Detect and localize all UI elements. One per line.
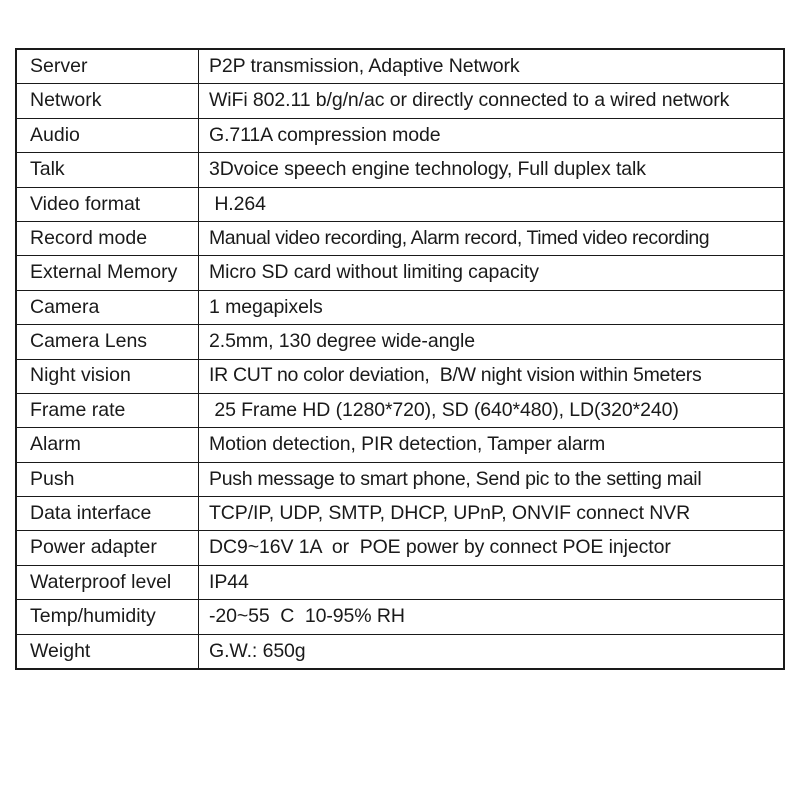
spec-label: Server — [16, 49, 199, 84]
spec-label: Frame rate — [16, 393, 199, 427]
table-row — [16, 531, 784, 565]
spec-value: -20~55 C 10-95% RH — [199, 600, 785, 634]
table-row — [16, 634, 784, 669]
spec-value: 2.5mm, 130 degree wide-angle — [199, 325, 785, 359]
spec-label: External Memory — [16, 256, 199, 290]
spec-label: Night vision — [16, 359, 199, 393]
table-row — [16, 153, 784, 187]
spec-label: Audio — [16, 118, 199, 152]
table-row — [16, 221, 784, 255]
spec-label: Record mode — [16, 221, 199, 255]
spec-value: 1 megapixels — [199, 290, 785, 324]
spec-value: Push message to smart phone, Send pic to the setting mail — [199, 462, 785, 496]
table-row — [16, 497, 784, 531]
table-row — [16, 565, 784, 599]
spec-value: Motion detection, PIR detection, Tamper alarm — [199, 428, 785, 462]
spec-value: IP44 — [199, 565, 785, 599]
spec-label: Data interface — [16, 497, 199, 531]
spec-value: Manual video recording, Alarm record, Timed video recording — [199, 221, 785, 255]
spec-label: Camera Lens — [16, 325, 199, 359]
spec-value: 3Dvoice speech engine technology, Full duplex talk — [199, 153, 785, 187]
table-row — [16, 428, 784, 462]
spec-value: P2P transmission, Adaptive Network — [199, 49, 785, 84]
spec-label: Temp/humidity — [16, 600, 199, 634]
table-row — [16, 290, 784, 324]
spec-label: Power adapter — [16, 531, 199, 565]
table-row — [16, 256, 784, 290]
table-row — [16, 393, 784, 427]
spec-table — [15, 48, 785, 670]
spec-label: Talk — [16, 153, 199, 187]
spec-label: Push — [16, 462, 199, 496]
spec-value: TCP/IP, UDP, SMTP, DHCP, UPnP, ONVIF connect NVR — [199, 497, 785, 531]
spec-label: Weight — [16, 634, 199, 669]
table-row — [16, 325, 784, 359]
table-row — [16, 359, 784, 393]
spec-value: G.W.: 650g — [199, 634, 785, 669]
spec-value: G.711A compression mode — [199, 118, 785, 152]
table-row — [16, 187, 784, 221]
table-row — [16, 49, 784, 84]
spec-value: IR CUT no color deviation, B/W night vision within 5meters — [199, 359, 785, 393]
spec-value: H.264 — [199, 187, 785, 221]
spec-value: Micro SD card without limiting capacity — [199, 256, 785, 290]
spec-value: DC9~16V 1A or POE power by connect POE injector — [199, 531, 785, 565]
spec-label: Network — [16, 84, 199, 118]
table-row — [16, 84, 784, 118]
spec-label: Alarm — [16, 428, 199, 462]
table-row — [16, 462, 784, 496]
spec-label: Waterproof level — [16, 565, 199, 599]
table-row — [16, 600, 784, 634]
spec-value: 25 Frame HD (1280*720), SD (640*480), LD(320*240) — [199, 393, 785, 427]
spec-label: Camera — [16, 290, 199, 324]
spec-label: Video format — [16, 187, 199, 221]
spec-value: WiFi 802.11 b/g/n/ac or directly connected to a wired network — [199, 84, 785, 118]
table-row — [16, 118, 784, 152]
